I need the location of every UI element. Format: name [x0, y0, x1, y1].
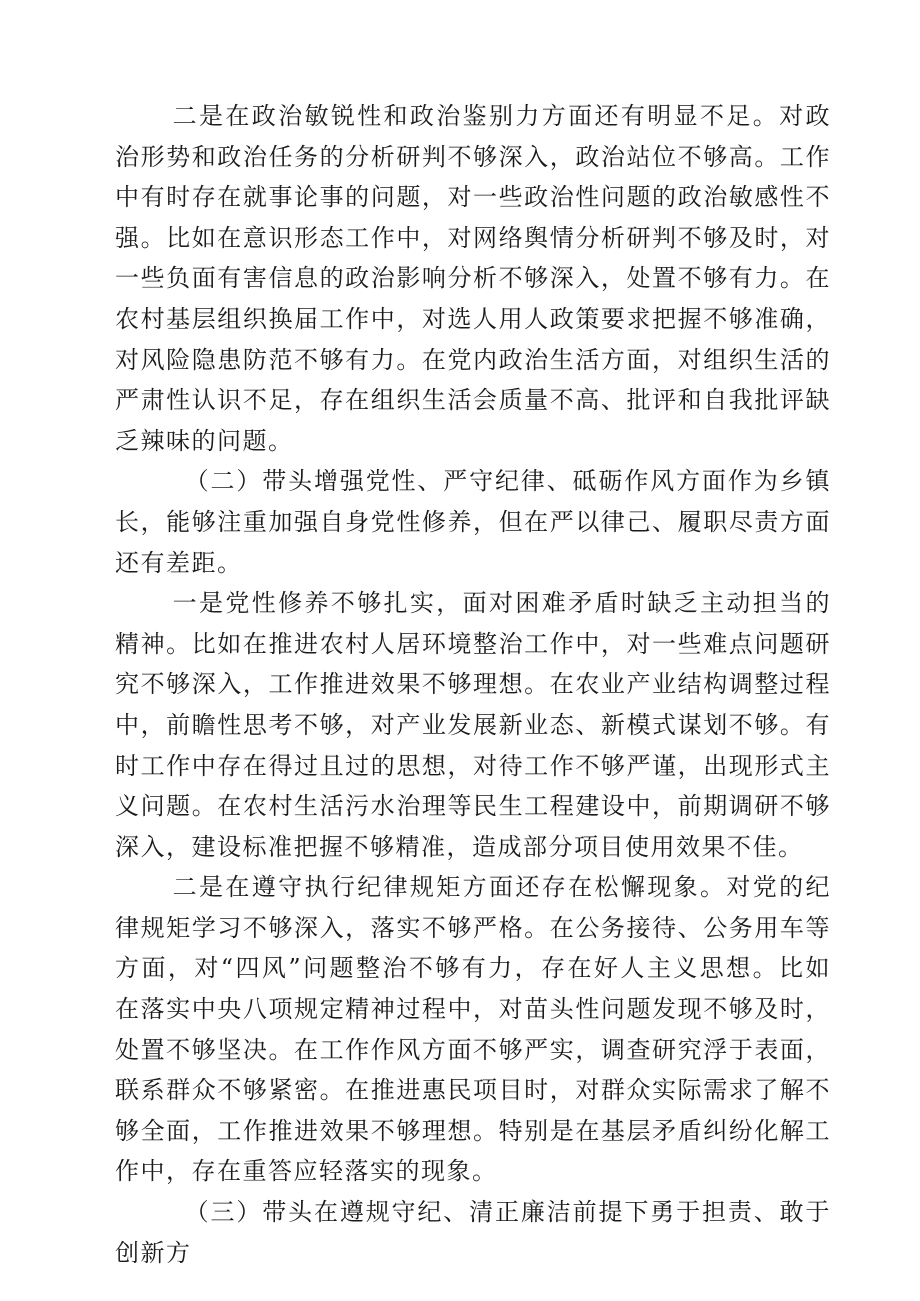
body-paragraph-party-spirit: 一是党性修养不够扎实，面对困难矛盾时缺乏主动担当的精神。比如在推进农村人居环境整治工作中，对一些难点问题研究不够深入，工作推进效果不够理想。在农业产业结构调整过程中，前瞻性思考不够，对产业发展新业态、新模式谋划不够。有时工作中存在得过且过的思想，对待工作不够严谨，出现形式主义问题。在农村生活污水治理等民生工程建设中，前期调研不够深入，建设标准把握不够精准，造成部分项目使用效果不佳。 — [115, 589, 831, 861]
document-page — [115, 96, 831, 1273]
body-paragraph-discipline: 二是在遵守执行纪律规矩方面还存在松懈现象。对党的纪律规矩学习不够深入，落实不够严格。在公务接待、公务用车等方面，对“四风”问题整治不够有力，存在好人主义思想。比如在落实中央八项规定精神过程中，对苗头性问题发现不够及时，处置不够坚决。在工作作风方面不够严实，调查研究浮于表面，联系群众不够紧密。在推进惠民项目时，对群众实际需求了解不够全面，工作推进效果不够理想。特别是在基层矛盾纠纷化解工作中，存在重答应轻落实的现象。 — [115, 873, 831, 1186]
section-heading-three: （三）带头在遵规守纪、清正廉洁前提下勇于担责、敢于创新方 — [115, 1198, 831, 1267]
section-heading-two: （二）带头增强党性、严守纪律、砥砺作风方面作为乡镇长，能够注重加强自身党性修养，但在严以律己、履职尽责方面还有差距。 — [115, 467, 831, 577]
body-paragraph-political-sensitivity: 二是在政治敏锐性和政治鉴别力方面还有明显不足。对政治形势和政治任务的分析研判不够深入，政治站位不够高。工作中有时存在就事论事的问题，对一些政治性问题的政治敏感性不强。比如在意识形态工作中，对网络舆情分析研判不够及时，对一些负面有害信息的政治影响分析不够深入，处置不够有力。在农村基层组织换届工作中，对选人用人政策要求把握不够准确，对风险隐患防范不够有力。在党内政治生活方面，对组织生活的严肃性认识不足，存在组织生活会质量不高、批评和自我批评缺乏辣味的问题。 — [115, 102, 831, 455]
